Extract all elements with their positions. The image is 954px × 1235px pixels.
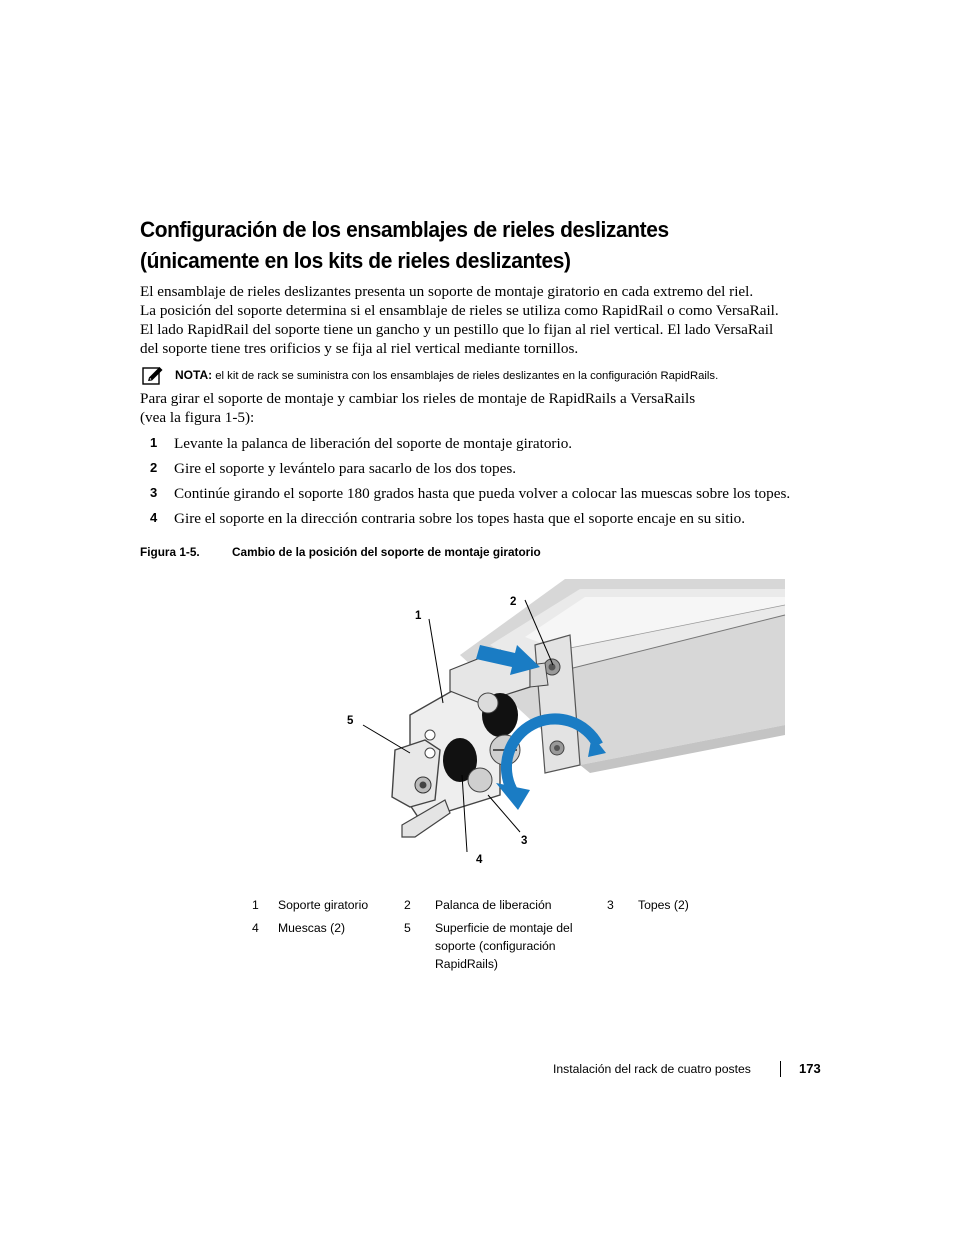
procedure-intro-line-2: (vea la figura 1-5): xyxy=(140,409,255,426)
figure-caption-text: Cambio de la posición del soporte de montaje giratorio xyxy=(232,545,541,559)
legend-num: 4 xyxy=(252,921,259,935)
intro-line-4: del soporte tiene tres orificios y se fija al riel vertical mediante tornillos. xyxy=(140,340,579,357)
pencil-note-icon xyxy=(142,366,164,385)
intro-line-3: El lado RapidRail del soporte tiene un gancho y un pestillo que lo fijan al riel vertical. El lado VersaRail xyxy=(140,321,774,338)
legend-label-line: Superficie de montaje del xyxy=(435,921,573,935)
figure-number: Figura 1-5. xyxy=(140,545,200,559)
note-text: el kit de rack se suministra con los ensamblajes de rieles deslizantes en la configuración RapidRails. xyxy=(215,370,719,382)
footer-divider xyxy=(780,1061,781,1077)
step-number: 4 xyxy=(150,510,158,525)
page-number: 173 xyxy=(799,1061,821,1076)
step-text: Levante la palanca de liberación del soporte de montaje giratorio. xyxy=(174,435,573,452)
callout-5: 5 xyxy=(347,715,354,727)
intro-line-2: La posición del soporte determina si el ensamblaje de rieles se utiliza como RapidRail o como VersaRail. xyxy=(140,302,779,319)
callout-1: 1 xyxy=(415,610,422,622)
step-text: Gire el soporte y levántelo para sacarlo de los dos topes. xyxy=(174,460,517,477)
callout-4: 4 xyxy=(476,854,483,866)
legend-num: 5 xyxy=(404,921,411,935)
footer-chapter: Instalación del rack de cuatro postes xyxy=(553,1062,751,1076)
legend-num: 2 xyxy=(404,898,411,912)
rail-bracket-illustration xyxy=(330,575,790,875)
legend-label: Muescas (2) xyxy=(278,921,346,935)
section-title-line-2: (únicamente en los kits de rieles deslizantes) xyxy=(140,248,571,273)
step-text: Continúe girando el soporte 180 grados hasta que pueda volver a colocar las muescas sobre los topes. xyxy=(174,485,791,502)
legend-label: Soporte giratorio xyxy=(278,898,369,912)
section-title xyxy=(140,214,847,276)
legend-num: 1 xyxy=(252,898,259,912)
legend-label: Topes (2) xyxy=(638,898,689,912)
section-title-line-1: Configuración de los ensamblajes de rieles deslizantes xyxy=(140,217,669,242)
step-text: Gire el soporte en la dirección contraria sobre los topes hasta que el soporte encaje en su sitio. xyxy=(174,510,746,527)
legend-label-line: soporte (configuración xyxy=(435,939,556,953)
figure-caption xyxy=(140,545,541,559)
intro-line-1: El ensamblaje de rieles deslizantes presenta un soporte de montaje giratorio en cada extremo del riel. xyxy=(140,283,754,300)
note xyxy=(175,367,718,384)
legend-label-line: RapidRails) xyxy=(435,957,498,971)
step-number: 1 xyxy=(150,435,158,450)
procedure-intro-line-1: Para girar el soporte de montaje y cambiar los rieles de montaje de RapidRails a VersaRails xyxy=(140,390,696,407)
legend-num: 3 xyxy=(607,898,614,912)
callout-3: 3 xyxy=(521,835,528,847)
swivel-bracket xyxy=(392,650,548,837)
step-number: 3 xyxy=(150,485,158,500)
legend-label: Palanca de liberación xyxy=(435,898,552,912)
callout-2: 2 xyxy=(510,596,517,608)
note-label: NOTA: xyxy=(175,368,213,382)
step-number: 2 xyxy=(150,460,158,475)
